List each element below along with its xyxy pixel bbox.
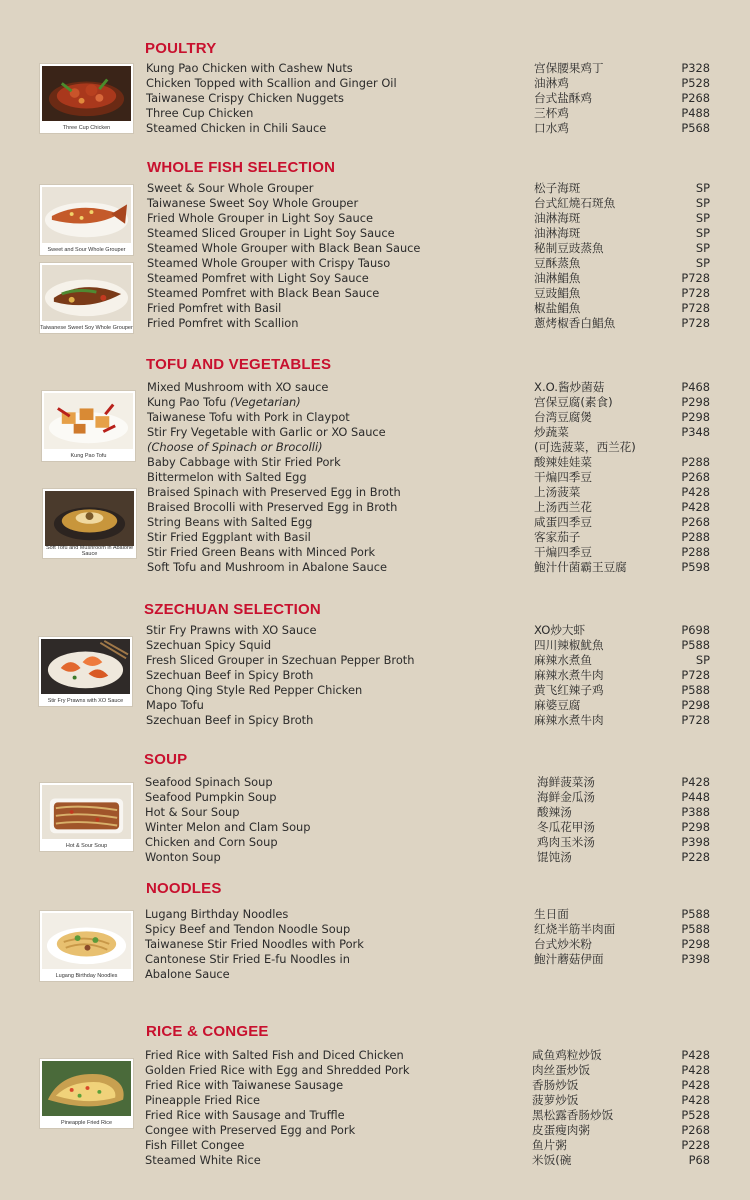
item-name: Chong Qing Style Red Pepper Chicken — [146, 683, 363, 697]
item-chinese-name: 干煸四季豆 — [534, 545, 592, 559]
item-name: Steamed Sliced Grouper in Light Soy Sauce — [147, 226, 395, 240]
item-price: P268 — [681, 91, 710, 105]
item-chinese-name: 台式炒米粉 — [534, 937, 592, 951]
item-price: P298 — [681, 698, 710, 712]
dish-image — [44, 393, 133, 449]
item-chinese-name: 鸡肉玉米汤 — [537, 835, 595, 849]
item-name: Wonton Soup — [145, 850, 221, 864]
item-name: Spicy Beef and Tendon Noodle Soup — [145, 922, 351, 936]
item-chinese-name: 鮑汁蘑菇伊面 — [534, 952, 604, 966]
item-name: Braised Brocolli with Preserved Egg in Broth — [147, 500, 398, 514]
item-name-text: Kung Pao Tofu — [147, 395, 227, 409]
item-chinese-name: 鱼片粥 — [532, 1138, 567, 1152]
item-price: SP — [695, 256, 710, 270]
item-price: P288 — [681, 545, 710, 559]
item-chinese-name: 豆豉鯧魚 — [534, 286, 581, 300]
item-name: Chicken Topped with Scallion and Ginger Oil — [146, 76, 397, 90]
item-name: Chicken and Corn Soup — [145, 835, 278, 849]
item-chinese-name: 麻婆豆腐 — [534, 698, 581, 712]
item-price: SP — [695, 211, 710, 225]
item-price: P588 — [681, 922, 710, 936]
item-name: Seafood Spinach Soup — [145, 775, 273, 789]
item-chinese-name: 上汤西兰花 — [534, 500, 592, 514]
section-title: TOFU AND VEGETABLES — [146, 356, 332, 373]
item-price: P528 — [681, 76, 710, 90]
item-chinese-name: 香肠炒饭 — [532, 1078, 579, 1092]
item-chinese-name: 台式紅燒石斑魚 — [534, 196, 616, 210]
item-name: Lugang Birthday Noodles — [145, 907, 289, 921]
item-name: Golden Fried Rice with Egg and Shredded Pork — [145, 1063, 410, 1077]
item-chinese-name: 豆酥蒸魚 — [534, 256, 581, 270]
item-price: P598 — [681, 560, 710, 574]
photo-caption: Stir Fry Prawns with XO Sauce — [47, 698, 124, 704]
item-name: Stir Fried Green Beans with Minced Pork — [147, 545, 376, 559]
item-name: Fried Pomfret with Scallion — [147, 316, 299, 330]
item-name: Szechuan Beef in Spicy Broth — [146, 713, 314, 727]
dish-image — [42, 785, 131, 839]
item-name: Stir Fried Eggplant with Basil — [147, 530, 311, 544]
item-price: P728 — [681, 668, 710, 682]
item-chinese-name: 海鲜金瓜汤 — [537, 790, 595, 804]
item-option-note: (Choose of Spinach or Brocolli) — [147, 440, 323, 454]
item-chinese-name: 三杯鸡 — [534, 106, 569, 120]
item-name: Szechuan Spicy Squid — [146, 638, 272, 652]
item-price: P228 — [681, 1138, 710, 1152]
item-name: Braised Spinach with Preserved Egg in Broth — [147, 485, 401, 499]
section-title: SZECHUAN SELECTION — [144, 601, 321, 618]
item-chinese-name: 油淋海斑 — [534, 226, 581, 240]
photo-caption: Kung Pao Tofu — [70, 453, 107, 459]
item-name: Bittermelon with Salted Egg — [147, 470, 307, 484]
item-name: Cantonese Stir Fried E-fu Noodles in — [145, 952, 350, 966]
item-chinese-name: 台式盐酥鸡 — [534, 91, 592, 105]
photo-caption: Three Cup Chicken — [62, 125, 111, 131]
item-price: P588 — [681, 907, 710, 921]
item-chinese-name: 油淋鯧魚 — [534, 271, 581, 285]
item-chinese-name: 菠萝炒饭 — [532, 1093, 579, 1107]
item-name: Fried Whole Grouper in Light Soy Sauce — [147, 211, 373, 225]
dish-photo — [39, 1058, 134, 1129]
menu-item — [0, 560, 750, 575]
section-title: RICE & CONGEE — [146, 1023, 269, 1040]
item-chinese-name: 咸蛋四季豆 — [534, 515, 592, 529]
item-price: P428 — [681, 500, 710, 514]
item-price: P298 — [681, 937, 710, 951]
item-price: SP — [695, 653, 710, 667]
item-price: P728 — [681, 713, 710, 727]
item-name: Steamed White Rice — [145, 1153, 261, 1167]
item-chinese-name: 米饭(碗 — [532, 1153, 572, 1167]
item-price: P488 — [681, 106, 710, 120]
menu-item — [0, 470, 750, 485]
item-chinese-name: 生日面 — [534, 907, 569, 921]
item-price: SP — [695, 226, 710, 240]
item-price: P288 — [681, 455, 710, 469]
item-name: Three Cup Chicken — [146, 106, 254, 120]
dish-image — [42, 913, 131, 969]
item-price: P228 — [681, 850, 710, 864]
item-price: P298 — [681, 410, 710, 424]
item-price: P298 — [681, 820, 710, 834]
item-price: P428 — [681, 1093, 710, 1107]
item-price: P268 — [681, 515, 710, 529]
dish-photo — [39, 782, 134, 852]
item-price: P328 — [681, 61, 710, 75]
item-name: Taiwanese Crispy Chicken Nuggets — [146, 91, 344, 105]
item-price: P728 — [681, 301, 710, 315]
item-chinese-name: 麻辣水煮牛肉 — [534, 668, 604, 682]
item-name: Steamed Pomfret with Light Soy Sauce — [147, 271, 369, 285]
dish-photo — [41, 390, 136, 462]
item-name: Stir Fry Vegetable with Garlic or XO Sauce — [147, 425, 386, 439]
item-price: P728 — [681, 316, 710, 330]
item-chinese-name: 油淋海斑 — [534, 211, 581, 225]
item-price: P728 — [681, 286, 710, 300]
item-price: P68 — [688, 1153, 710, 1167]
item-price: P398 — [681, 835, 710, 849]
item-name: Seafood Pumpkin Soup — [145, 790, 277, 804]
item-price: P388 — [681, 805, 710, 819]
item-chinese-name: 宫保腰果鸡丁 — [534, 61, 604, 75]
item-chinese-name: (可选菠菜，西兰花) — [534, 440, 636, 454]
item-price: P468 — [681, 380, 710, 394]
item-name: Congee with Preserved Egg and Pork — [145, 1123, 356, 1137]
item-chinese-name: 酸辣娃娃菜 — [534, 455, 592, 469]
dish-image — [42, 1061, 131, 1116]
item-price: P698 — [681, 623, 710, 637]
section-title: WHOLE FISH SELECTION — [147, 159, 336, 176]
item-price: P568 — [681, 121, 710, 135]
item-name: Steamed Whole Grouper with Crispy Tauso — [147, 256, 391, 270]
item-price: P428 — [681, 485, 710, 499]
item-price: P588 — [681, 683, 710, 697]
item-chinese-name: 油淋鸡 — [534, 76, 569, 90]
item-name: Taiwanese Tofu with Pork in Claypot — [147, 410, 350, 424]
menu-item — [0, 850, 750, 865]
item-name: Mapo Tofu — [146, 698, 204, 712]
item-chinese-name: 宫保豆腐(素食) — [534, 395, 613, 409]
item-chinese-name: 干煸四季豆 — [534, 470, 592, 484]
item-chinese-name: X.O.酱炒菌菇 — [534, 380, 605, 394]
item-chinese-name: 酸辣汤 — [537, 805, 572, 819]
menu-item — [0, 1138, 750, 1153]
item-name: Abalone Sauce — [145, 967, 230, 981]
dish-image — [41, 639, 130, 694]
dish-image — [42, 265, 131, 321]
item-name: String Beans with Salted Egg — [147, 515, 313, 529]
item-chinese-name: 椒盐鯧魚 — [534, 301, 581, 315]
photo-caption: Soft Tofu and Mushroom in Abalone Sauce — [45, 545, 134, 557]
photo-caption: Taiwanese Sweet Soy Whole Grouper — [40, 325, 133, 331]
dish-photo — [39, 184, 134, 256]
item-price: P428 — [681, 1063, 710, 1077]
section-title: NOODLES — [146, 880, 222, 897]
item-price: P348 — [681, 425, 710, 439]
item-name: Baby Cabbage with Stir Fried Pork — [147, 455, 341, 469]
item-price: P268 — [681, 470, 710, 484]
item-chinese-name: 黑松露香肠炒饭 — [532, 1108, 614, 1122]
item-name: Mixed Mushroom with XO sauce — [147, 380, 329, 394]
item-price: P428 — [681, 1078, 710, 1092]
item-name: Szechuan Beef in Spicy Broth — [146, 668, 314, 682]
item-chinese-name: 咸鱼鸡粒炒饭 — [532, 1048, 602, 1062]
item-chinese-name: 肉丝蛋炒饭 — [532, 1063, 590, 1077]
photo-caption: Sweet and Sour Whole Grouper — [47, 247, 126, 253]
section-title: POULTRY — [145, 40, 217, 57]
item-chinese-name: XO炒大虾 — [534, 623, 586, 637]
item-name: Steamed Pomfret with Black Bean Sauce — [147, 286, 380, 300]
item-name: Pineapple Fried Rice — [145, 1093, 261, 1107]
item-name: Fried Rice with Taiwanese Sausage — [145, 1078, 344, 1092]
item-name — [147, 395, 301, 410]
item-price: P398 — [681, 952, 710, 966]
item-price: SP — [695, 241, 710, 255]
item-price: P288 — [681, 530, 710, 544]
item-chinese-name: 台湾豆腐煲 — [534, 410, 592, 424]
menu-item — [0, 1153, 750, 1168]
item-chinese-name: 麻辣水煮牛肉 — [534, 713, 604, 727]
item-name: Steamed Whole Grouper with Black Bean Sauce — [147, 241, 421, 255]
photo-caption: Hot & Sour Soup — [65, 843, 108, 849]
item-chinese-name: 上汤菠菜 — [534, 485, 581, 499]
item-note: (Vegetarian) — [229, 395, 301, 409]
item-name: Fried Pomfret with Basil — [147, 301, 282, 315]
item-price: SP — [695, 181, 710, 195]
item-chinese-name: 皮蛋瘦肉粥 — [532, 1123, 590, 1137]
item-name: Hot & Sour Soup — [145, 805, 240, 819]
item-chinese-name: 四川辣椒魷魚 — [534, 638, 604, 652]
item-name: Fish Fillet Congee — [145, 1138, 245, 1152]
item-chinese-name: 红烧半筋半肉面 — [534, 922, 616, 936]
item-name: Soft Tofu and Mushroom in Abalone Sauce — [147, 560, 387, 574]
item-chinese-name: 鮑汁什菌霸王豆腐 — [534, 560, 627, 574]
item-chinese-name: 海鲜菠菜汤 — [537, 775, 595, 789]
item-name: Stir Fry Prawns with XO Sauce — [146, 623, 317, 637]
item-chinese-name: 秘制豆豉蒸魚 — [534, 241, 604, 255]
item-name: Taiwanese Sweet Soy Whole Grouper — [147, 196, 359, 210]
dish-photo — [38, 636, 133, 707]
item-name: Fresh Sliced Grouper in Szechuan Pepper Broth — [146, 653, 415, 667]
item-price: P528 — [681, 1108, 710, 1122]
dish-photo — [39, 63, 134, 134]
item-name: Sweet & Sour Whole Grouper — [147, 181, 314, 195]
item-name: Fried Rice with Salted Fish and Diced Chicken — [145, 1048, 404, 1062]
dish-image — [45, 491, 134, 546]
item-price: P448 — [681, 790, 710, 804]
item-chinese-name: 黄飞红辣子鸡 — [534, 683, 604, 697]
photo-caption: Lugang Birthday Noodles — [55, 973, 118, 979]
item-price: P298 — [681, 395, 710, 409]
item-name: Kung Pao Chicken with Cashew Nuts — [146, 61, 353, 75]
dish-photo — [42, 488, 137, 559]
dish-photo — [39, 262, 134, 334]
item-chinese-name: 松子海斑 — [534, 181, 581, 195]
item-name: Fried Rice with Sausage and Truffle — [145, 1108, 345, 1122]
item-name: Winter Melon and Clam Soup — [145, 820, 311, 834]
item-chinese-name: 馄饨汤 — [537, 850, 572, 864]
item-chinese-name: 麻辣水煮鱼 — [534, 653, 592, 667]
section-title: SOUP — [144, 751, 188, 768]
photo-caption: Pineapple Fried Rice — [60, 1120, 113, 1126]
menu-item — [0, 713, 750, 728]
item-price: P428 — [681, 775, 710, 789]
item-chinese-name: 炒蔬菜 — [534, 425, 569, 439]
item-chinese-name: 口水鸡 — [534, 121, 569, 135]
item-name: Steamed Chicken in Chili Sauce — [146, 121, 327, 135]
item-chinese-name: 蔥烤椒香白鯧魚 — [534, 316, 616, 330]
item-chinese-name: 冬瓜花甲汤 — [537, 820, 595, 834]
item-price: P588 — [681, 638, 710, 652]
item-name: Taiwanese Stir Fried Noodles with Pork — [145, 937, 364, 951]
item-price: P428 — [681, 1048, 710, 1062]
item-price: P268 — [681, 1123, 710, 1137]
dish-image — [42, 66, 131, 121]
item-chinese-name: 客家茄子 — [534, 530, 581, 544]
item-price: SP — [695, 196, 710, 210]
item-price: P728 — [681, 271, 710, 285]
dish-image — [42, 187, 131, 243]
dish-photo — [39, 910, 134, 982]
